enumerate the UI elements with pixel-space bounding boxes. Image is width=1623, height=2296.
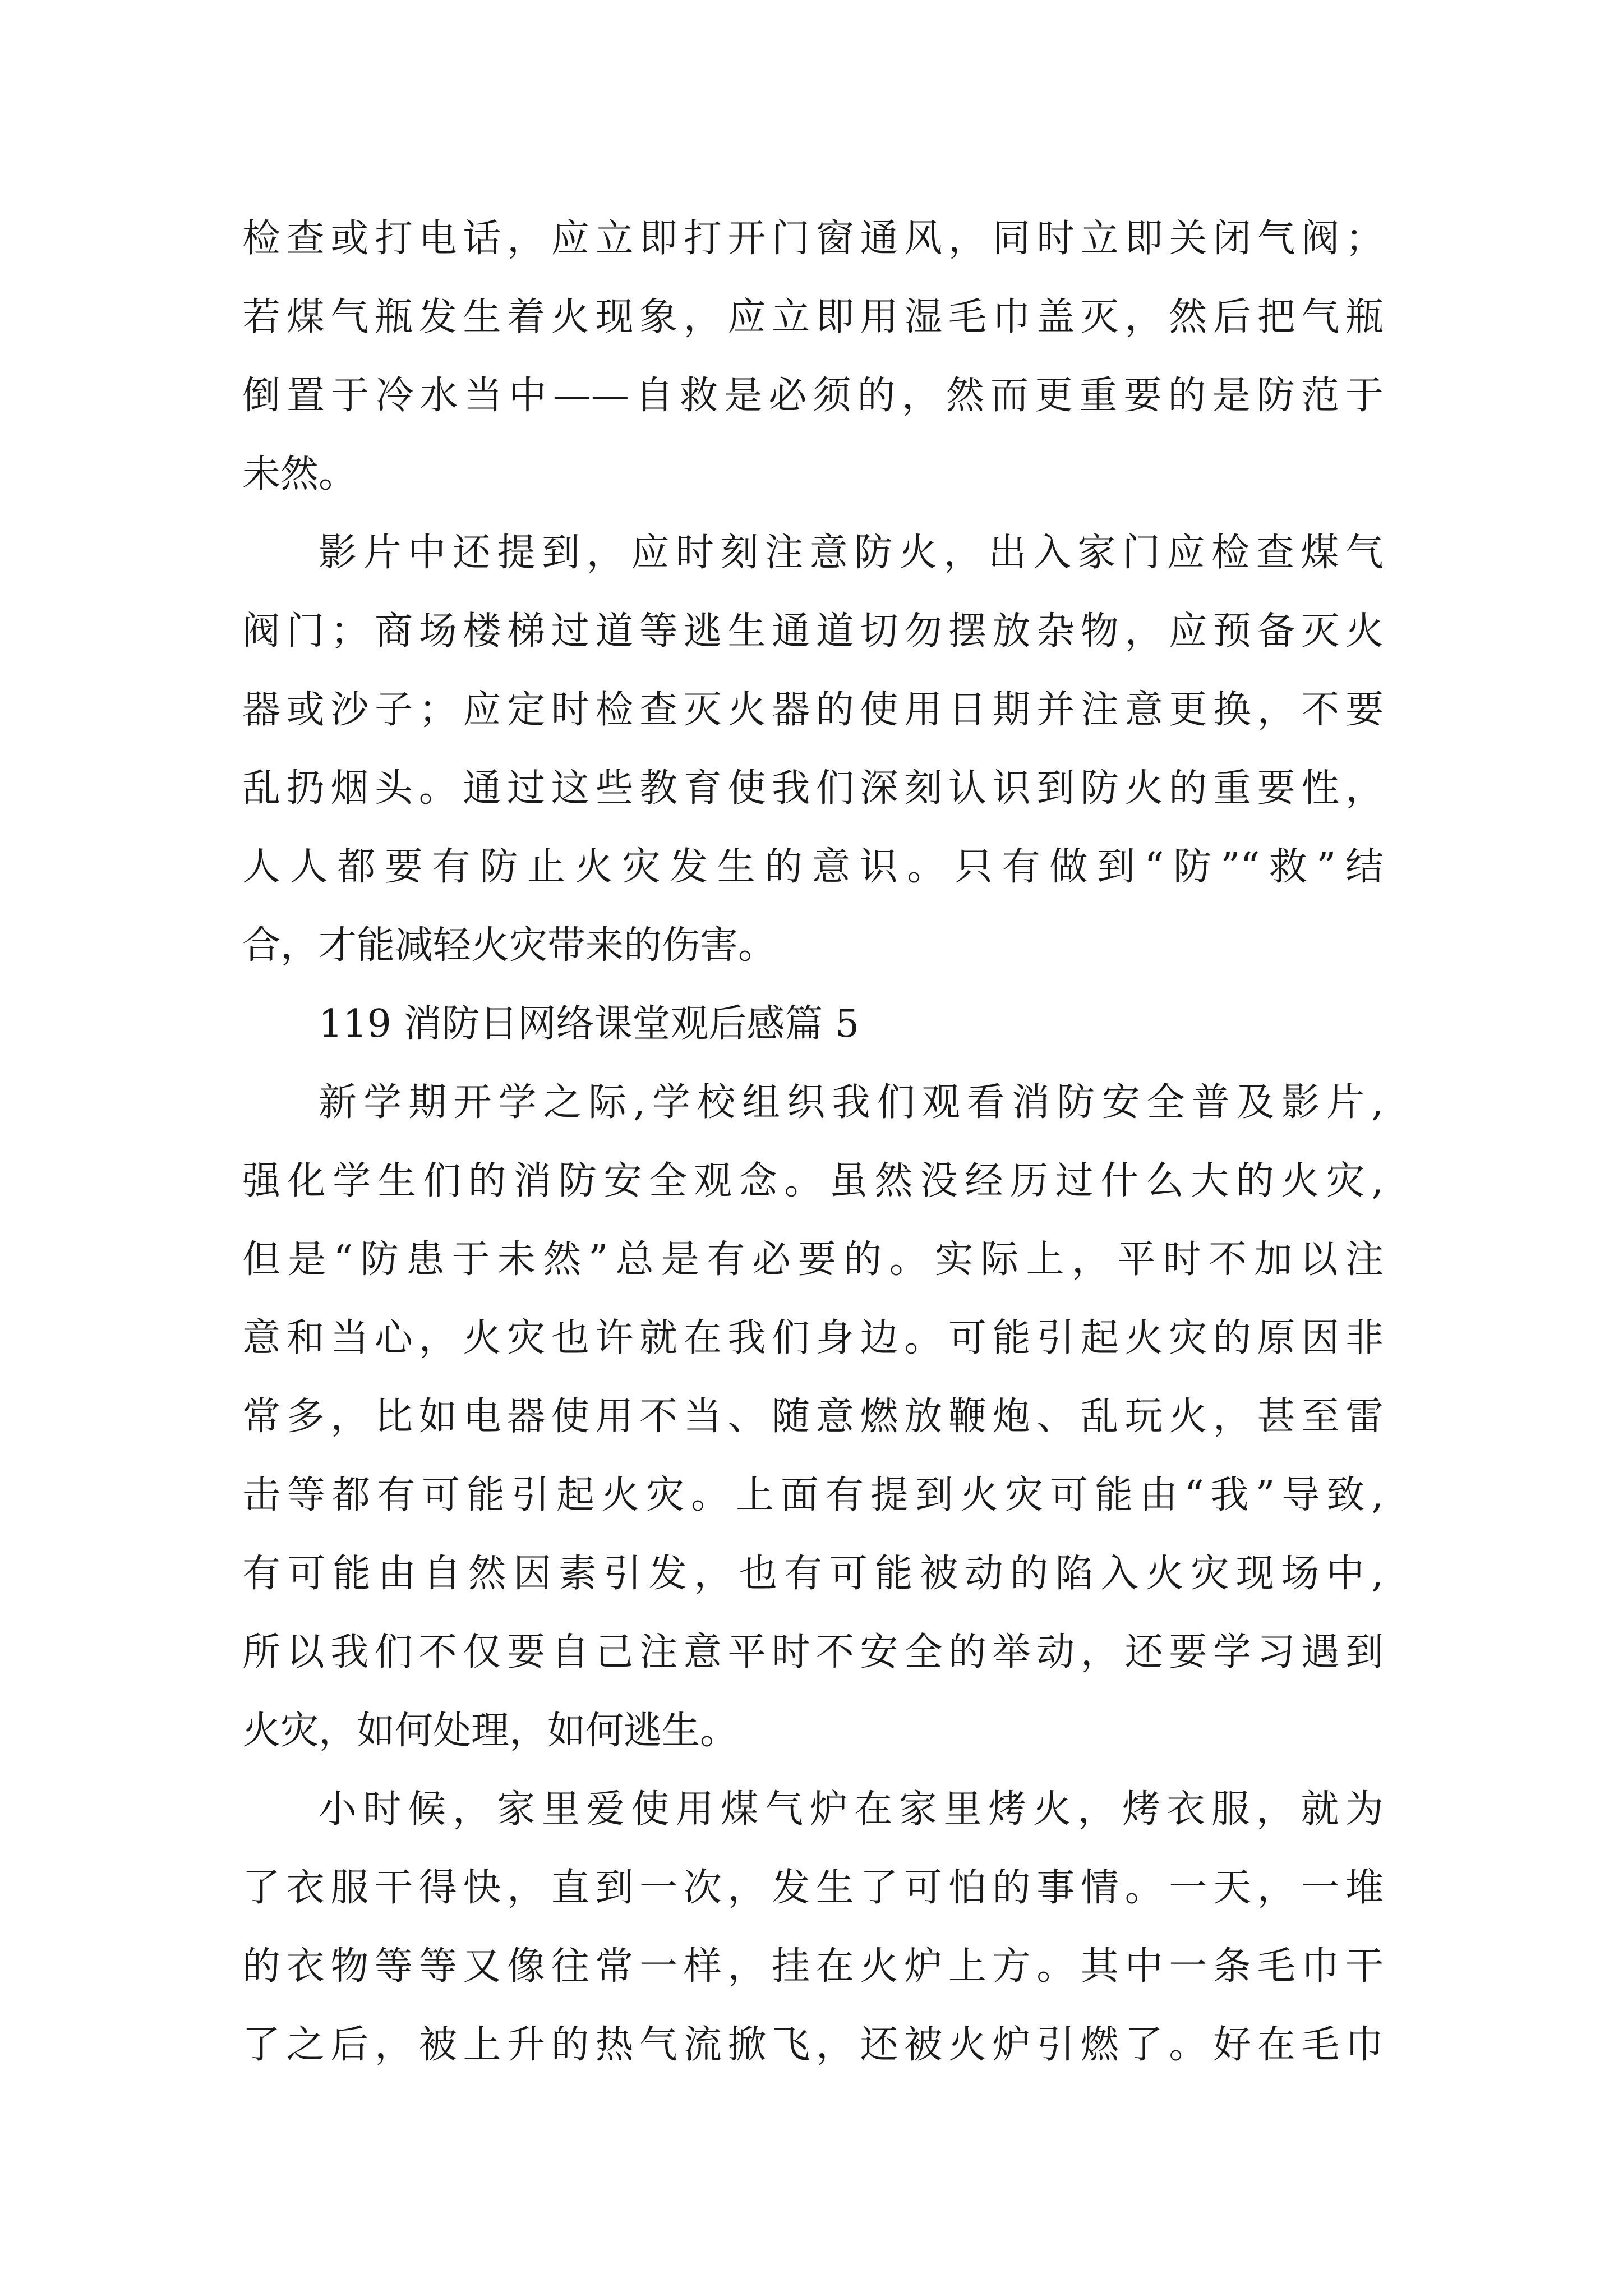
- document-body: [242, 200, 1384, 2085]
- text-line: 人人都要有防止火灾发生的意识。只有做到“防”“救”结: [242, 845, 1384, 889]
- section-heading: [242, 985, 1384, 1064]
- text-line: 强化学生们的消防安全观念。虽然没经历过什么大的火灾,: [242, 1159, 1384, 1203]
- text-line: 火灾，如何处理，如何逃生。: [242, 1709, 739, 1753]
- text-line: 若煤气瓶发生着火现象，应立即用湿毛巾盖灭，然后把气瓶: [242, 295, 1384, 339]
- text-line: 倒置于冷水当中——自救是必须的，然而更重要的是防范于: [242, 374, 1384, 418]
- paragraph: [242, 1770, 1384, 2085]
- text-line: 但是“防患于未然”总是有必要的。实际上，平时不加以注: [242, 1237, 1384, 1282]
- text-line: 所以我们不仅要自己注意平时不安全的举动，还要学习遇到: [242, 1630, 1384, 1674]
- text-line: 未然。: [242, 452, 357, 496]
- paragraph: [242, 200, 1384, 514]
- text-line: 影片中还提到，应时刻注意防火，出入家门应检查煤气: [319, 531, 1384, 575]
- text-line: 了之后，被上升的热气流掀飞，还被火炉引燃了。好在毛巾: [242, 2023, 1384, 2067]
- text-line: 检查或打电话，应立即打开门窗通风，同时立即关闭气阀；: [242, 217, 1384, 261]
- text-line: 意和当心，火灾也许就在我们身边。可能引起火灾的原因非: [242, 1316, 1384, 1360]
- paragraph: [242, 514, 1384, 985]
- text-line: 合，才能减轻火灾带来的伤害。: [242, 923, 777, 968]
- text-line: 新学期开学之际,学校组织我们观看消防安全普及影片,: [319, 1080, 1384, 1125]
- text-line: 常多，比如电器使用不当、随意燃放鞭炮、乱玩火，甚至雷: [242, 1395, 1384, 1439]
- text-line: 击等都有可能引起火灾。上面有提到火灾可能由“我”导致,: [242, 1473, 1384, 1517]
- heading-line: 119 消防日网络课堂观后感篇 5: [319, 1002, 860, 1046]
- text-line: 乱扔烟头。通过这些教育使我们深刻认识到防火的重要性，: [242, 766, 1384, 811]
- text-line: 的衣物等等又像往常一样，挂在火炉上方。其中一条毛巾干: [242, 1944, 1384, 1989]
- paragraph: [242, 1064, 1384, 1770]
- text-line: 阀门；商场楼梯过道等逃生通道切勿摆放杂物，应预备灭火: [242, 609, 1384, 654]
- text-line: 了衣服干得快，直到一次，发生了可怕的事情。一天，一堆: [242, 1866, 1384, 1910]
- text-line: 器或沙子；应定时检查灭火器的使用日期并注意更换，不要: [242, 688, 1384, 732]
- text-line: 有可能由自然因素引发，也有可能被动的陷入火灾现场中,: [242, 1552, 1384, 1596]
- text-line: 小时候，家里爱使用煤气炉在家里烤火，烤衣服，就为: [319, 1787, 1384, 1832]
